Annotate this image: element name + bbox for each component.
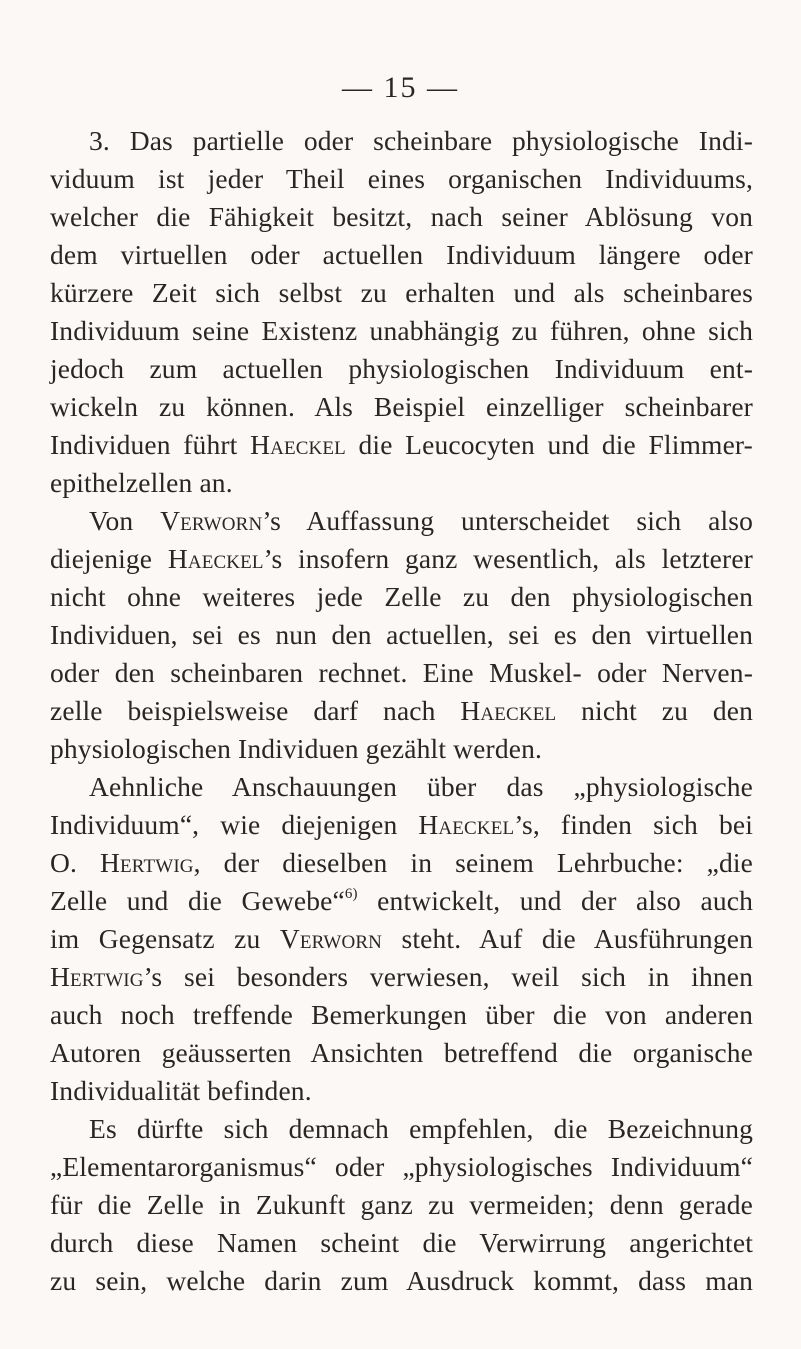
text-line-16: zelle beispielsweise darf nach Haeckel nicht zu den	[50, 695, 753, 726]
text-line-26: Individualität befinden.	[50, 1075, 312, 1106]
author-name: Verworn	[160, 505, 263, 536]
author-name: Haeckel	[418, 809, 515, 840]
text-line-12: diejenige Haeckel’s insofern ganz wesentlich, als letzterer	[50, 543, 753, 574]
text-line-19: Individuum“, wie diejenigen Haeckel’s, finden sich bei	[50, 809, 754, 840]
page-number: — 15 —	[342, 71, 459, 104]
text-line-29: für die Zelle in Zukunft ganz zu vermeiden; denn gerade	[50, 1189, 753, 1220]
text-line-11: Von Verworn’s Auffassung unterscheidet sich also	[89, 505, 753, 536]
text-line-6: Individuum seine Existenz unabhängig zu führen, ohne sich	[50, 315, 753, 346]
text-line-3: welcher die Fähigkeit besitzt, nach seiner Ablösung von	[50, 201, 753, 232]
text-line-22: im Gegensatz zu Verworn steht. Auf die Ausführungen	[50, 923, 753, 954]
text-line-10: epithelzellen an.	[50, 467, 233, 498]
text-line-1: 3. Das partielle oder scheinbare physiologische Indi-	[89, 125, 753, 156]
text-line-21: Zelle und die Gewebe“$^{6)}$ entwickelt, und der also auch	[50, 885, 753, 916]
text-line-18: Aehnliche Anschauungen über das „physiologische	[89, 771, 753, 802]
text-line-30: durch diese Namen scheint die Verwirrung angerichtet	[50, 1227, 753, 1258]
text-line-13: nicht ohne weiteres jede Zelle zu den physiologischen	[50, 581, 753, 612]
text-line-8: wickeln zu können. Als Beispiel einzelliger scheinbarer	[50, 391, 753, 422]
text-line-9: Individuen führt Haeckel die Leucocyten und die Flimmer-	[50, 429, 753, 460]
text-line-17: physiologischen Individuen gezählt werden.	[50, 733, 543, 764]
author-name: Hertwig	[100, 847, 194, 878]
author-name: Haeckel	[250, 429, 346, 460]
footnote-ref: 6)	[344, 886, 358, 902]
text-line-7: jedoch zum actuellen physiologischen Individuum ent-	[50, 353, 753, 384]
text-line-5: kürzere Zeit sich selbst zu erhalten und als scheinbares	[50, 277, 753, 308]
text-line-23: Hertwig’s sei besonders verwiesen, weil sich in ihnen	[50, 961, 753, 992]
text-line-14: Individuen, sei es nun den actuellen, sei es den virtuellen	[50, 619, 753, 650]
text-line-24: auch noch treffende Bemerkungen über die von anderen	[50, 999, 753, 1030]
text-line-2: viduum ist jeder Theil eines organischen Individuums,	[50, 163, 753, 194]
text-line-25: Autoren geäusserten Ansichten betreffend die organische	[50, 1037, 753, 1068]
author-name: Hertwig	[50, 961, 144, 992]
text-line-28: „Elementarorganismus“ oder „physiologisches Individuum“	[50, 1151, 753, 1182]
text-line-4: dem virtuellen oder actuellen Individuum längere oder	[50, 239, 753, 270]
author-name: Haeckel	[460, 695, 557, 726]
text-line-27: Es dürfte sich demnach empfehlen, die Bezeichnung	[89, 1113, 753, 1144]
text-line-31: zu sein, welche darin zum Ausdruck kommt, dass man	[50, 1265, 753, 1296]
text-line-15: oder den scheinbaren rechnet. Eine Muskel- oder Nerven-	[50, 657, 753, 688]
text-line-20: O. Hertwig, der dieselben in seinem Lehrbuche: „die	[50, 847, 753, 878]
author-name: Verworn	[279, 923, 383, 954]
author-name: Haeckel	[167, 543, 264, 574]
